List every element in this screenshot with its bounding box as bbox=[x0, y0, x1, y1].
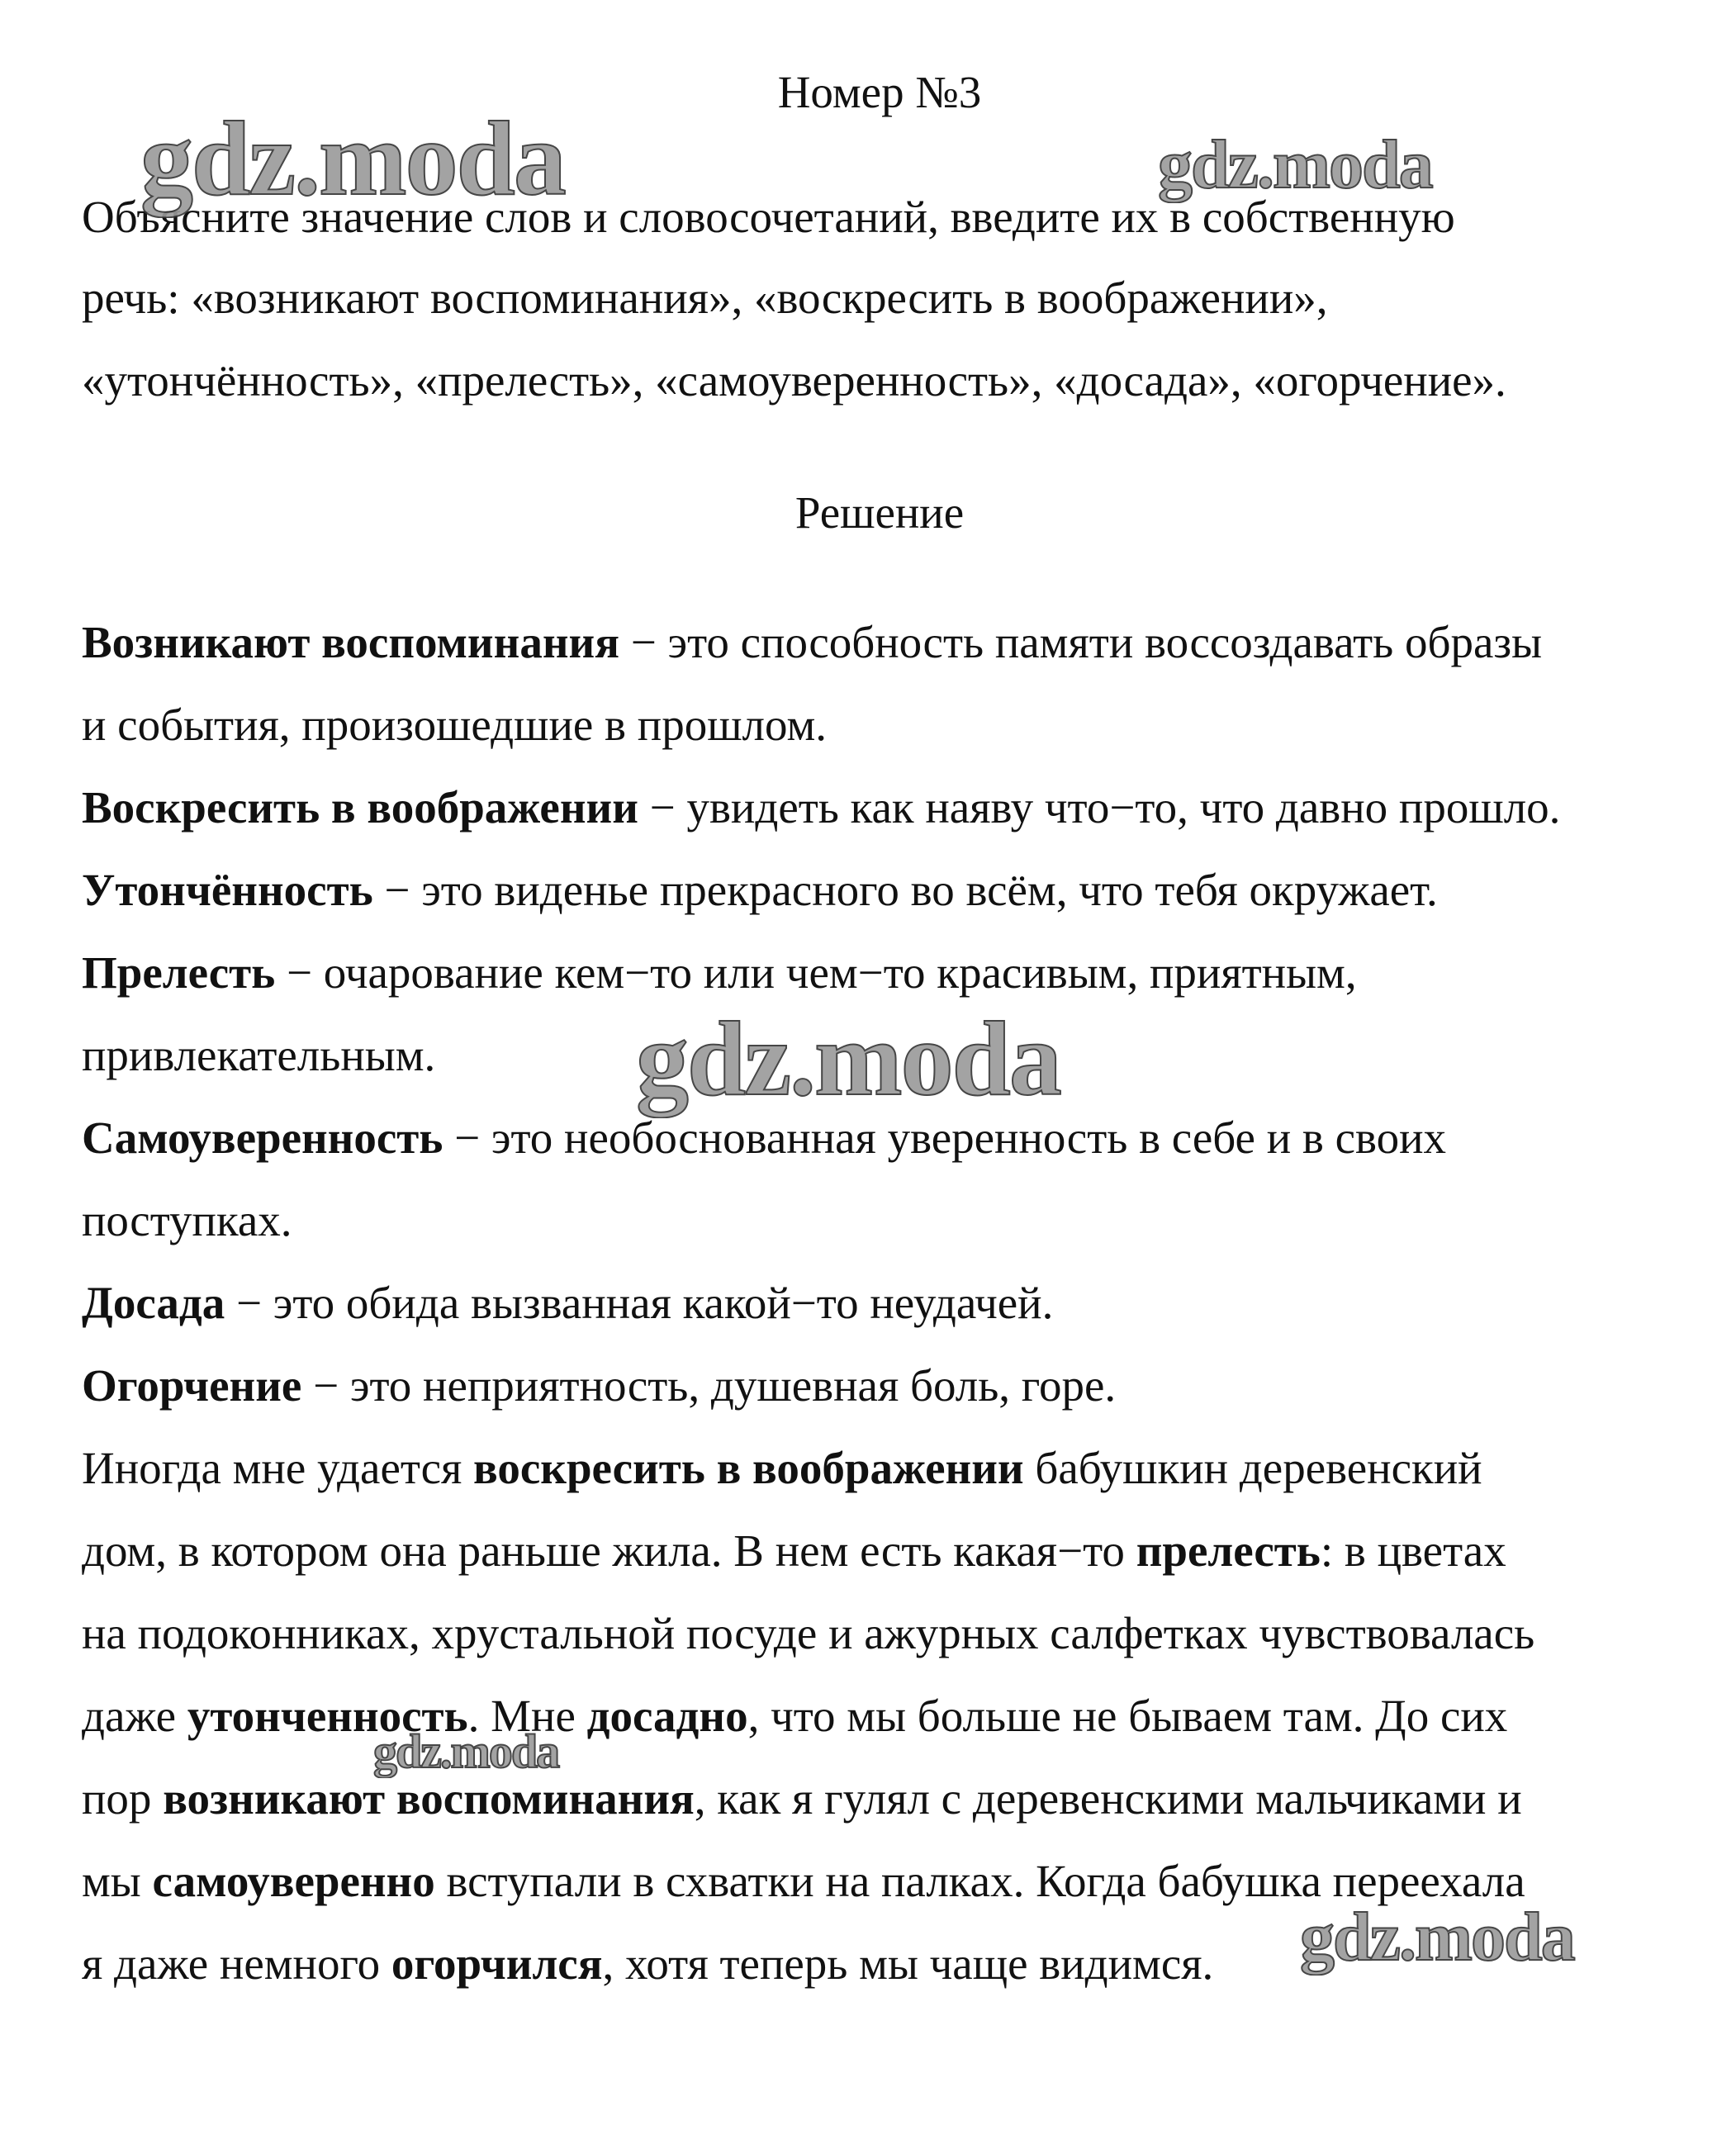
text-segment: и события, произошедшие в прошлом. bbox=[82, 700, 827, 750]
text-segment: : в цветах bbox=[1320, 1525, 1506, 1576]
text-segment: мы bbox=[82, 1856, 153, 1906]
term-bold: огорчился bbox=[391, 1938, 603, 1989]
solution-line bbox=[82, 1935, 1213, 1993]
solution-line bbox=[82, 861, 1438, 919]
term-bold: Возникают воспоминания bbox=[82, 617, 619, 667]
watermark-logo: gdz.moda bbox=[1300, 1899, 1574, 1976]
text-segment: дом, в котором она раньше жила. В нем есть какая−то bbox=[82, 1525, 1136, 1576]
term-bold: Воскресить в воображении bbox=[82, 782, 638, 832]
solution-heading: Решение bbox=[794, 487, 965, 538]
task-line: Объясните значение слов и словосочетаний, введите их в собственную bbox=[82, 192, 1455, 242]
term-bold: Утончённость bbox=[82, 865, 373, 915]
text-segment: я даже немного bbox=[82, 1938, 391, 1989]
text-segment: пор bbox=[82, 1773, 164, 1824]
term-bold: Огорчение bbox=[82, 1360, 302, 1411]
text-segment: даже bbox=[82, 1691, 187, 1741]
text-segment: вступали в схватки на палках. Когда бабушка переехала bbox=[434, 1856, 1525, 1906]
solution-line bbox=[82, 1027, 435, 1084]
watermark-logo: gdz.moda bbox=[140, 100, 565, 217]
solution-line bbox=[82, 1440, 1482, 1497]
solution-line bbox=[82, 1770, 1522, 1828]
text-segment: привлекательным. bbox=[82, 1030, 436, 1080]
term-bold: досадно bbox=[586, 1691, 748, 1741]
solution-line bbox=[82, 1687, 1507, 1745]
text-segment: , хотя теперь мы чаще видимся. bbox=[602, 1938, 1214, 1989]
text-segment: поступках. bbox=[82, 1195, 292, 1245]
term-bold: утонченность bbox=[187, 1691, 468, 1741]
text-segment: бабушкин деревенский bbox=[1023, 1443, 1482, 1493]
text-segment: − это обида вызванная какой−то неудачей. bbox=[225, 1278, 1054, 1328]
solution-line bbox=[82, 779, 1560, 837]
solution-line bbox=[82, 1357, 1116, 1415]
term-bold: Досада bbox=[82, 1278, 225, 1328]
text-segment: − это необоснованная уверенность в себе и в своих bbox=[443, 1112, 1447, 1163]
text-segment: . Мне bbox=[467, 1691, 587, 1741]
watermark-logo: gdz.moda bbox=[1158, 126, 1432, 203]
text-segment: − увидеть как наяву что−то, что давно прошло. bbox=[638, 782, 1561, 832]
text-segment: , как я гулял с деревенскими мальчиками и bbox=[694, 1773, 1522, 1824]
solution-line bbox=[82, 1109, 1446, 1167]
text-segment: , что мы больше не бываем там. До сих bbox=[747, 1691, 1508, 1741]
text-segment: Иногда мне удается bbox=[82, 1443, 474, 1493]
solution-line bbox=[82, 696, 827, 754]
solution-line bbox=[82, 614, 1542, 671]
watermark-logo: gdz.moda bbox=[636, 1000, 1060, 1117]
term-bold: воскресить в воображении bbox=[473, 1443, 1024, 1493]
solution-line bbox=[82, 1192, 292, 1250]
page-title: Номер №3 bbox=[777, 67, 982, 117]
watermark-logo: gdz.moda bbox=[373, 1724, 559, 1778]
term-bold: Самоуверенность bbox=[82, 1112, 443, 1163]
task-line: речь: «возникают воспоминания», «воскресить в воображении», bbox=[82, 273, 1328, 323]
task-line: «утончённость», «прелесть», «самоуверенность», «досада», «огорчение». bbox=[82, 355, 1506, 406]
solution-line bbox=[82, 1522, 1506, 1580]
solution-line bbox=[82, 944, 1357, 1002]
text-segment: − это виденье прекрасного во всём, что тебя окружает. bbox=[372, 865, 1438, 915]
solution-line bbox=[82, 1274, 1053, 1332]
text-segment: − очарование кем−то или чем−то красивым, приятным, bbox=[275, 947, 1357, 998]
term-bold: Прелесть bbox=[82, 947, 276, 998]
text-segment: на подоконниках, хрустальной посуде и ажурных салфетках чувствовалась bbox=[82, 1608, 1535, 1658]
term-bold: возникают воспоминания bbox=[163, 1773, 695, 1824]
term-bold: самоуверенно bbox=[152, 1856, 435, 1906]
text-segment: − это неприятность, душевная боль, горе. bbox=[301, 1360, 1117, 1411]
term-bold: прелесть bbox=[1136, 1525, 1321, 1576]
solution-line bbox=[82, 1605, 1534, 1663]
text-segment: − это способность памяти воссоздавать образы bbox=[619, 617, 1543, 667]
